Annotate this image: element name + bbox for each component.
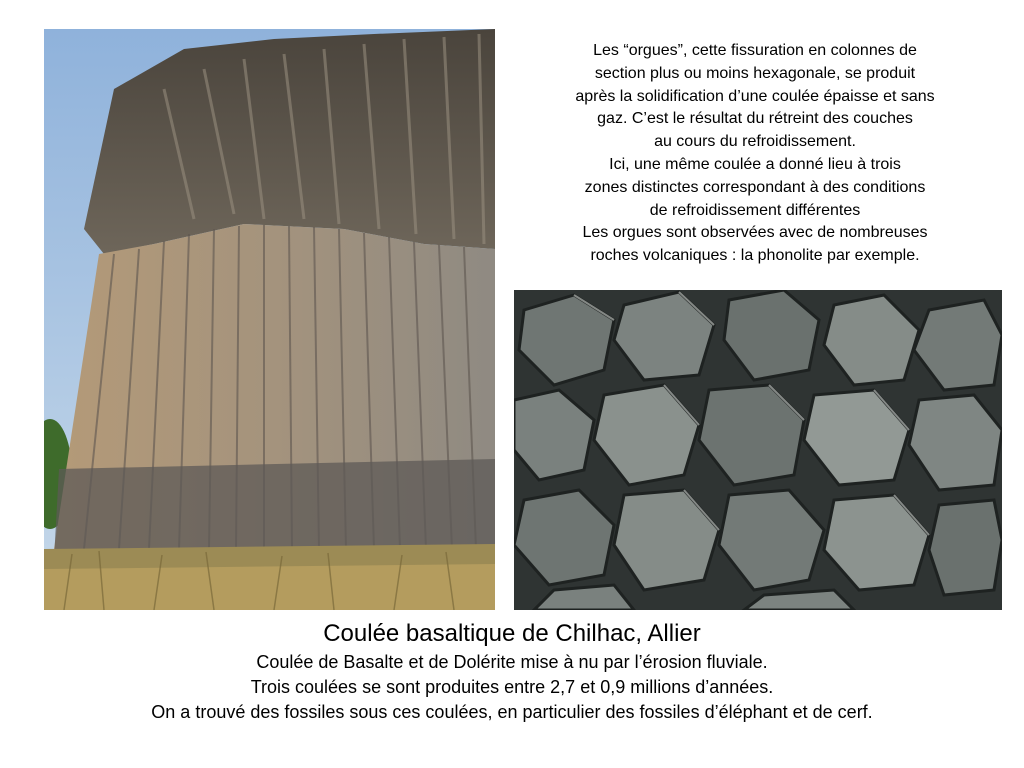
intro-line: de refroidissement différentes: [649, 201, 861, 219]
basalt-cliff-photo: [44, 29, 495, 610]
hexagonal-prisms-photo: [514, 290, 1002, 610]
intro-line: Les “orgues”, cette fissuration en colonnes de: [593, 42, 917, 59]
intro-line: Les orgues sont observées avec de nombreuses: [582, 224, 928, 242]
caption-line: On a trouvé des fossiles sous ces coulées, en particulier des fossiles d’éléphant et de cerf.: [151, 702, 873, 722]
caption-line: Coulée de Basalte et de Dolérite mise à nu par l’érosion fluviale.: [256, 652, 768, 672]
intro-line: roches volcaniques : la phonolite par exemple.: [590, 247, 920, 265]
caption-line: Trois coulées se sont produites entre 2,7 et 0,9 millions d’années.: [250, 677, 774, 697]
intro-paragraph: [505, 40, 1005, 268]
intro-line: Ici, une même coulée a donné lieu à trois: [609, 155, 901, 173]
intro-line: après la solidification d’une coulée épaisse et sans: [575, 87, 935, 105]
caption: [0, 618, 1024, 725]
hexagonal-prisms-illustration: [514, 290, 1002, 610]
intro-line: gaz. C’est le résultat du rétreint des couches: [597, 110, 913, 128]
basalt-cliff-illustration: [44, 29, 495, 610]
caption-title: Coulée basaltique de Chilhac, Allier: [323, 620, 701, 647]
intro-line: section plus ou moins hexagonale, se produit: [594, 64, 916, 82]
intro-line: au cours du refroidissement.: [654, 133, 856, 151]
intro-line: zones distinctes correspondant à des conditions: [584, 178, 926, 196]
